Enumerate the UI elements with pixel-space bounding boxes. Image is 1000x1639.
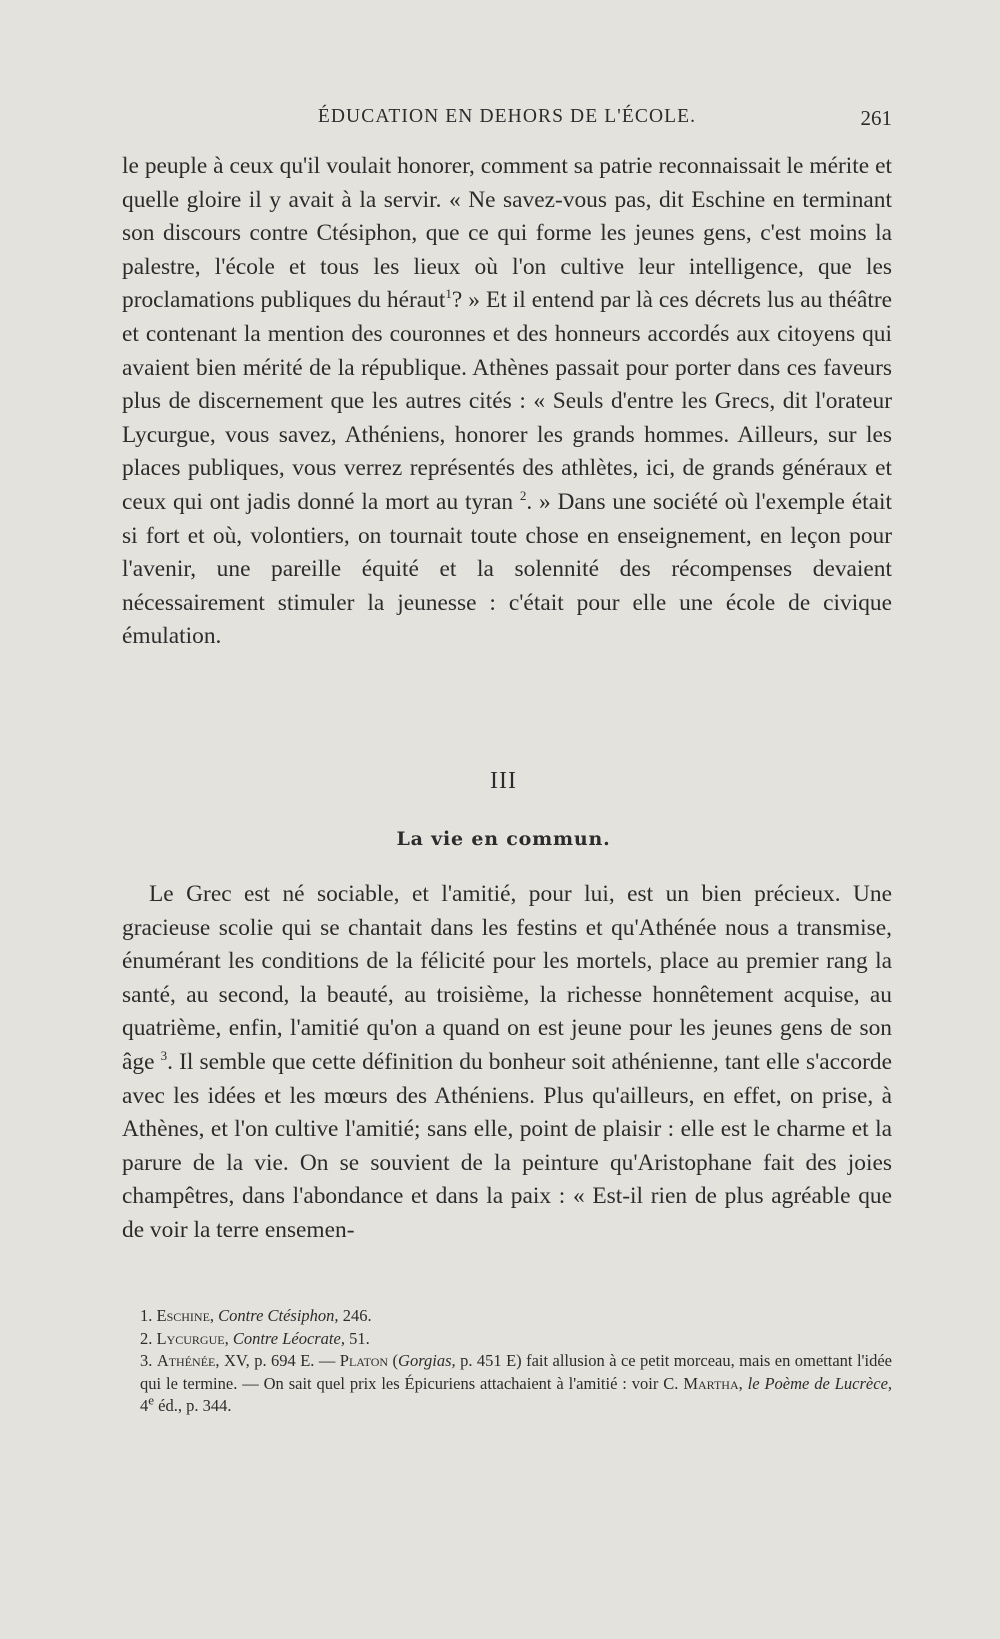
footnote-3-author-1: Athénée, (156, 1351, 220, 1370)
footnote-1-title: Contre Ctésiphon, (218, 1306, 339, 1325)
page-header (122, 106, 892, 136)
footnote-2-author: Lycurgue, (156, 1328, 229, 1348)
footnote-3-author-2: Platon (339, 1351, 389, 1370)
footnote-1-number: 1. (140, 1306, 153, 1325)
footnote-1-author: Eschine, (156, 1306, 215, 1325)
footnote-2 (122, 1328, 892, 1351)
footnote-3-text-1: XV, p. 694 E. — (223, 1351, 336, 1370)
paragraph-1-part-c: . » Dans une société où l'exemple était si fort et où, volontiers, on tournait toute chose en enseignement, en leçon pour l'avenir, une pareille équité et la solennité des récompenses devaient nécessairement stimuler la jeunesse : c'était pour elle une école de civique émulation. (122, 488, 892, 650)
paragraph-2 (122, 878, 892, 1248)
footnote-1 (122, 1305, 892, 1328)
footnote-3-edition-superscript: e (148, 1392, 155, 1408)
paragraph-2-part-b: . Il semble que cette définition du bonheur soit athénienne, tant elle s'accorde avec les idées et les mœurs des Athéniens. Plus qu'ailleurs, en effet, on prise, à Athènes, et l'on cultive l'amitié; sans elle, point de plaisir : elle est le charme et la parure de la vie. On se souvient de la peinture qu'Aristophane fait des joies champêtres, dans l'abondance et dans la paix : « Est-il rien de plus agréable que de voir la terre ensemen- (122, 1048, 892, 1243)
footnotes (122, 1305, 892, 1418)
footnote-3 (122, 1350, 892, 1418)
section-number: III (490, 768, 517, 794)
paragraph-1 (122, 150, 892, 654)
footnote-3-edition-number: 4 (140, 1396, 149, 1415)
section-title: La vie en commun. (396, 828, 611, 850)
footnote-3-text-4: éd., p. 344. (158, 1396, 232, 1415)
footnote-3-work: Gorgias, (398, 1351, 456, 1370)
footnote-3-book: le Poème de Lucrèce, (747, 1373, 893, 1393)
footnote-ref-3: 3 (160, 1048, 168, 1064)
paragraph-2-part-a: Le Grec est né sociable, et l'amitié, pour lui, est un bien précieux. Une gracieuse scolie qui se chantait dans les festins et qu'Athénée nous a transmise, énumérant les conditions de la félicité pour les mortels, place au premier rang la santé, au second, la beauté, au troisième, la richesse honnêtement acquise, au quatrième, enfin, l'amitié qu'on a quand on est jeune pour les jeunes gens de son âge (122, 881, 892, 1075)
page-number: 261 (860, 106, 892, 130)
footnote-2-ref: 51. (349, 1328, 370, 1348)
footnote-3-author-3: Martha, (683, 1373, 743, 1393)
footnote-1-ref: 246. (342, 1306, 372, 1325)
footnote-3-number: 3. (140, 1351, 153, 1370)
running-title: ÉDUCATION EN DEHORS DE L'ÉCOLE. (317, 106, 697, 127)
footnote-ref-2: 2 (519, 488, 527, 504)
footnote-ref-1: 1 (445, 286, 452, 302)
paragraph-1-part-a: le peuple à ceux qu'il voulait honorer, comment sa patrie reconnaissait le mérite et quelle gloire il y avait à la servir. « Ne savez-vous pas, dit Eschine en terminant son discours contre Ctésiphon, que ce qui forme les jeunes gens, c'est moins la palestre, l'école et tous les lieux où l'on cultive leur intelligence, que les proclamations publiques du héraut (122, 153, 892, 314)
footnote-2-number: 2. (140, 1328, 153, 1348)
footnote-3-text-3: p. 451 E) fait allusion à ce petit morceau, mais en omettant l'idée qui le termine. — On sait quel prix les Épicuriens attachaient à l'amitié : voir C. (140, 1351, 892, 1393)
paragraph-1-part-b: ? » Et il entend par là ces décrets lus au théâtre et contenant la mention des couronnes et des honneurs accordés aux citoyens qui avaient bien mérité de la république. Athènes passait pour porter dans ces faveurs plus de discernement que les autres cités : « Seuls d'entre les Grecs, dit l'orateur Lycurgue, vous savez, Athéniens, honorer les grands hommes. Ailleurs, sur les places publiques, vous verrez représentés des athlètes, ici, de grands généraux et ceux qui ont jadis donné la mort au tyran (122, 287, 893, 515)
footnote-3-text-2: ( (392, 1351, 399, 1370)
footnote-2-title: Contre Léocrate, (232, 1328, 345, 1348)
